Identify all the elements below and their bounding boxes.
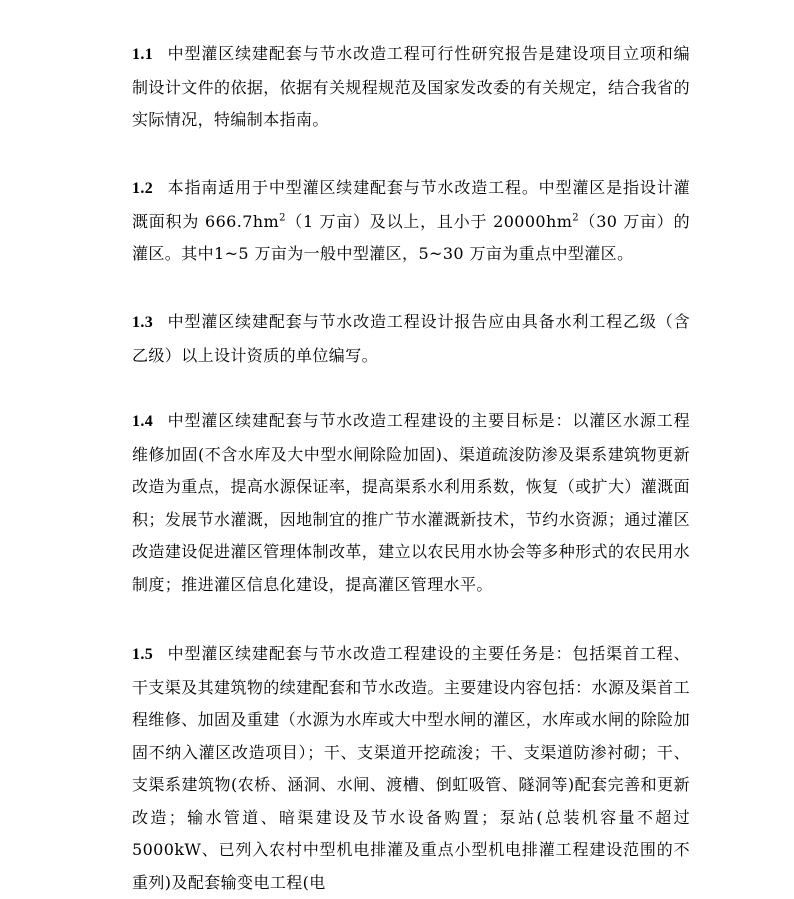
superscript: 2 (279, 212, 286, 224)
section-number: 1.3 (132, 314, 154, 331)
section-1-5 (132, 638, 690, 899)
section-text: 中型灌区续建配套与节水改造工程设计报告应由具备水利工程乙级（含乙级）以上设计资质的单位编写。 (132, 312, 690, 365)
section-number: 1.1 (132, 46, 154, 63)
section-text: 中型灌区续建配套与节水改造工程建设的主要任务是：包括渠首工程、干支渠及其建筑物的续建配套和节水改造。主要建设内容包括：水源及渠首工程维修、加固及重建（水源为水库或大中型水闸的灌区，水库或水闸的除险加固不纳入灌区改造项目）；干、支渠道开挖疏浚；干、支渠道防渗衬砌；干、支渠系建筑物(农桥、涵洞、水闸、渡槽、倒虹吸管、隧洞等)配套完善和更新改造；输水管道、暗渠建设及节水设备购置；泵站(总装机容量不超过 5000kW、已列入农村中型机电排灌及重点小型机电排灌工程建设范围的不重列)及配套输变电工程(电 (132, 644, 690, 892)
section-number: 1.5 (132, 646, 154, 663)
section-number: 1.2 (132, 180, 154, 197)
section-text-part-c: （30 万亩）的灌区。其中1~5 万亩为一般中型灌区，5~30 万亩为重点中型灌区。 (132, 211, 690, 263)
section-text-part-b: （1 万亩）及以上，且小于 20000hm (285, 211, 573, 231)
section-number: 1.4 (132, 413, 154, 430)
section-text: 中型灌区续建配套与节水改造工程建设的主要目标是：以灌区水源工程维修加固(不含水库及大中型水闸除险加固)、渠道疏浚防渗及渠系建筑物更新改造为重点，提高水源保证率，提高渠系水利用系数，恢复（或扩大）灌溉面积；发展节水灌溉，因地制宜的推广节水灌溉新技术，节约水资源；通过灌区改造建设促进灌区管理体制改革，建立以农民用水协会等多种形式的农民用水制度；推进灌区信息化建设，提高灌区管理水平。 (132, 411, 690, 594)
section-1-3 (132, 306, 690, 372)
section-text: 中型灌区续建配套与节水改造工程可行性研究报告是建设项目立项和编制设计文件的依据，依据有关规程规范及国家发改委的有关规定，结合我省的实际情况，特编制本指南。 (132, 44, 690, 129)
section-1-1 (132, 38, 690, 137)
section-text-part-a: 本指南适用于中型灌区续建配套与节水改造工程。中型灌区是指设计灌溉面积为 666.7hm (132, 178, 690, 231)
section-1-2 (132, 172, 690, 271)
section-1-4 (132, 405, 690, 601)
superscript: 2 (572, 212, 580, 224)
